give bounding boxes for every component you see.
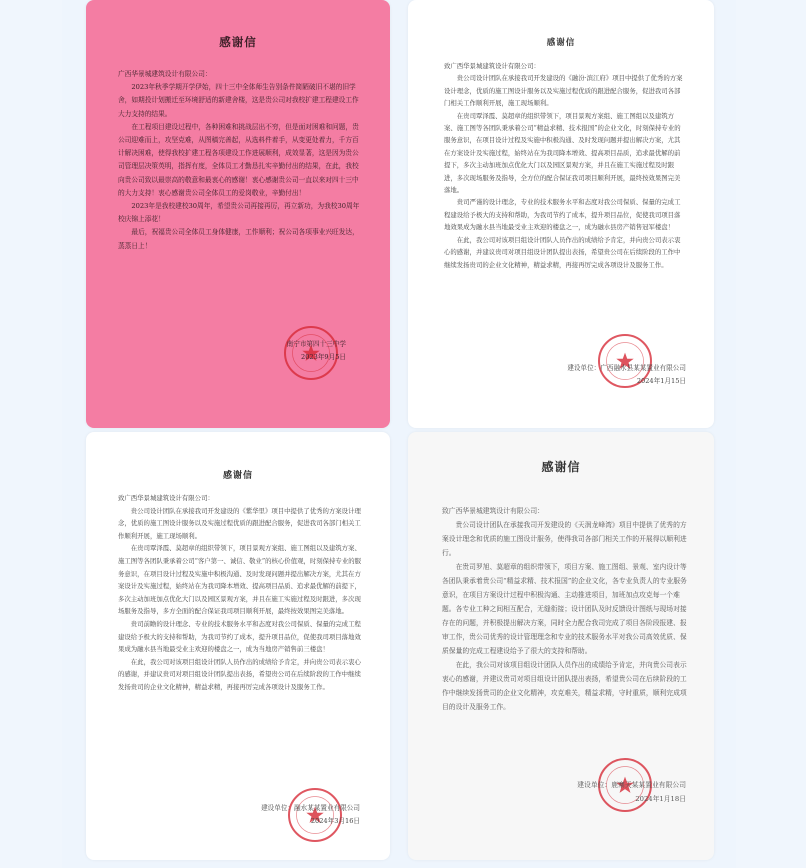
letter-signature bbox=[577, 778, 686, 806]
letter-signature bbox=[261, 802, 360, 828]
letter-paragraph: 在贵司罗旭、莫超章的组织带领下，项目方案、施工图组、景观、室内设计等各团队秉承着贵公司“精益求精、技术报国”的企业文化，各专业负责人的专业服务意识，在项目方案设计过程中积极沟通、主动推进项目，加班加点攻克每一个难题。各专业工种之间相互配合，无缝衔接；设计团队及时反馈设计图纸与现场对接存在的问题，并积极提出解决方案，同时全力配合我司完成了项目各阶段报建、报审工作，贵公司优秀的设计管理理念和专业的技术服务水平对我公司高效优质、保质保量的完成工程建设给予了很大的支持和帮助。 bbox=[442, 563, 687, 655]
letter-title: 感谢信 bbox=[219, 35, 257, 49]
letter-paragraph: 贵司前瞻的设计理念、专业的技术服务水平和态度对我公司保质、保量的完成工程建设给予极大的支持和帮助，为我司节约了成本，提升项目品位，促使我司项目落地效果成为融水县当地最受业主欢迎的楼盘之一，成为当地房产销售前三楼盘！ bbox=[118, 619, 361, 654]
letter-body bbox=[118, 68, 360, 253]
letter-paragraph: 在工程项目建设过程中，各种困难和挑战层出不穷，但是面对困难和问题，贵公司迎难而上，攻坚克难，从图稿完善起，从选料件着手，从变更处着力，千方百计解决困难，使得我校扩建工程各项建设工作进展顺利，成效显著，这是因为贵公司管理层决策英明，指挥有度，全体员工才勤恳扎实辛勤付出的结果，在此，我校向贵公司致以最崇高的敬意和最衷心的感谢！衷心感谢贵公司一直以来对四十三中的大力支持！衷心感谢贵公司全体员工的爱岗敬业，辛勤付出！ bbox=[118, 122, 359, 197]
thank-you-letter-2[interactable] bbox=[408, 0, 714, 428]
letter-title: 感谢信 bbox=[222, 471, 253, 481]
signature-date: 2023年9月5日 bbox=[301, 353, 346, 361]
letter-paragraph: 2023年秋季学期开学伊始，四十三中全体师生告别条件简陋破旧不堪的旧学舍，如期投计划搬迁至环境舒适的新建舍楼，这是贵公司对我校扩建工程建设工作大力支持的结果。 bbox=[118, 83, 359, 118]
letter-paragraph: 最后，祝福贵公司全体员工身体健康，工作顺利；祝公司各项事业兴旺发达，蒸蒸日上！ bbox=[118, 228, 359, 250]
letter-paragraph: 贵公司设计团队在承接我司开发建设的《融汾·滨江府》项目中提供了优秀的方案设计理念，优质的施工图设计服务以及实施过程优质的跟进配合服务，促进我司各部门相关工作顺利开展，施工现场顺利。 bbox=[444, 74, 683, 108]
letter-recipient: 致广西华景城建筑设计有限公司： bbox=[444, 62, 540, 70]
letter-recipient: 广西华景城建筑设计有限公司： bbox=[118, 70, 212, 78]
signature-org: 建设单位：融水某某置业有限公司 bbox=[261, 804, 360, 812]
letter-paragraph: 在此，我公司对该项目组设计团队人员作出的成绩给予肯定，并向贵公司表示衷心的感谢，并建议贵司对项目组设计团队提出表扬，希望贵公司在后续阶段的工作中继续发扬贵司的企业文化精神，精益求精，再接再厉完成各项设计及服务工作。 bbox=[444, 235, 681, 269]
letter-paragraph: 在贵司覃泽霞、莫超章的组织带领下，项目景观方案组、施工图组以及建筑方案、施工图等各团队秉承着公司“客户第一、诚信、敬业”的核心价值观，时刻保持专业的服务意识，在项目设计过程及实施中积极沟通、及时发现问题并提出解决方案，尤其在方案设计及实施过程，始终站在为我司降本增效、提高项目品质、追求最优解的前提下，多次主动加班加点优化大门以及园区景观方案，并且在施工实施过程及时跟进，多次现场服务及指导，多方全面的配合保证我司项目顺利开展，最终按效果图完美落地。 bbox=[118, 544, 361, 616]
signature-date: 2024年1月15日 bbox=[636, 377, 686, 385]
signature-date: 2024年1月18日 bbox=[635, 795, 686, 803]
right-margin bbox=[736, 0, 806, 868]
letter-title: 感谢信 bbox=[546, 38, 576, 48]
letter-body bbox=[442, 504, 688, 714]
letter-paragraph: 贵司严谨的设计理念，专业的技术服务水平和态度对我公司保质、保量的完成工程建设给予极大的支持和帮助，为我司节约了成本，提升项目品位，促使我司项目落地效果成为融水县当地最受业主欢迎的楼盘之一，成为融水县房产销售冠军楼盘！ bbox=[444, 198, 681, 232]
letter-body bbox=[118, 492, 362, 694]
thank-you-letter-4[interactable] bbox=[408, 432, 714, 860]
signature-org: 建设单位：广西融水县某某置业有限公司 bbox=[567, 364, 686, 372]
signature-org: 建设单位：鹿寨天某某置业有限公司 bbox=[577, 781, 686, 789]
letter-recipient: 致广西华景城建筑设计有限公司： bbox=[442, 507, 544, 515]
letter-title: 感谢信 bbox=[541, 460, 581, 474]
letter-paragraph: 2023年是我校建校30周年，希望贵公司再接再厉，再立新功，为我校30周年校庆锦上添花！ bbox=[118, 202, 360, 224]
signature-date: 2024年3月16日 bbox=[310, 817, 360, 825]
signature-org: 南宁市第四十三中学 bbox=[286, 340, 346, 348]
thank-you-letter-1[interactable] bbox=[86, 0, 390, 428]
letter-paragraph: 贵公司设计团队在承接我司开发建设的《紫华里》项目中提供了优秀的方案设计理念，优质的施工图设计服务以及实施过程优质的跟进配合服务，促进我司各部门相关工作顺利开展，施工现场顺利。 bbox=[118, 506, 361, 540]
thank-you-letter-3[interactable] bbox=[86, 432, 390, 860]
letter-body bbox=[444, 60, 686, 271]
letter-signature bbox=[287, 338, 346, 364]
left-margin bbox=[0, 0, 62, 868]
letter-paragraph: 在此，我公司对该项目组设计团队人员作出的成绩给予肯定，并向贵公司表示衷心的感谢，并建议贵司对项目组设计团队提出表扬，希望贵公司在后续阶段的工作中继续发扬贵司的企业文化精神，攻克难关，精益求精，守时重质，顺利完成项目的设计及服务工作。 bbox=[442, 661, 687, 711]
letter-paragraph: 贵公司设计团队在承接我司开发建设的《天润龙峰湾》项目中提供了优秀的方案设计理念和优质的施工图设计服务，使得我司各部门相关工作的开展得以顺利进行。 bbox=[442, 521, 687, 557]
letter-paragraph: 在贵司覃泽霞、莫超章的组织带领下，项目景观方案组、施工图组以及建筑方案、施工图等各团队秉承着公司“精益求精、技术报国”的企业文化，时刻保持专业的服务意识，在项目设计过程及实施中积极沟通、及时发现问题并提出解决方案，尤其在方案设计及实施过程，始终站在为我司降本增效、提高项目品质，追求最优解的前提下，多次主动加班加点优化大门以及园区景观方案，并且在施工实施过程及时跟进，多次现场服务及指导，全方位的配合保证我司项目顺利开展，最终按效果图完美落地。 bbox=[444, 111, 681, 195]
letter-signature bbox=[567, 362, 686, 388]
letter-paragraph: 在此，我公司对该项目组设计团队人员作出的成绩给予肯定，并向贵公司表示衷心的感谢，并建议贵司对项目组设计团队提出表扬，希望贵公司在后续阶段的工作中继续发扬贵司的企业文化精神，精益求精，再接再厉完成各项设计及服务工作。 bbox=[118, 657, 361, 691]
letter-recipient: 致广西华景城建筑设计有限公司： bbox=[118, 494, 214, 502]
